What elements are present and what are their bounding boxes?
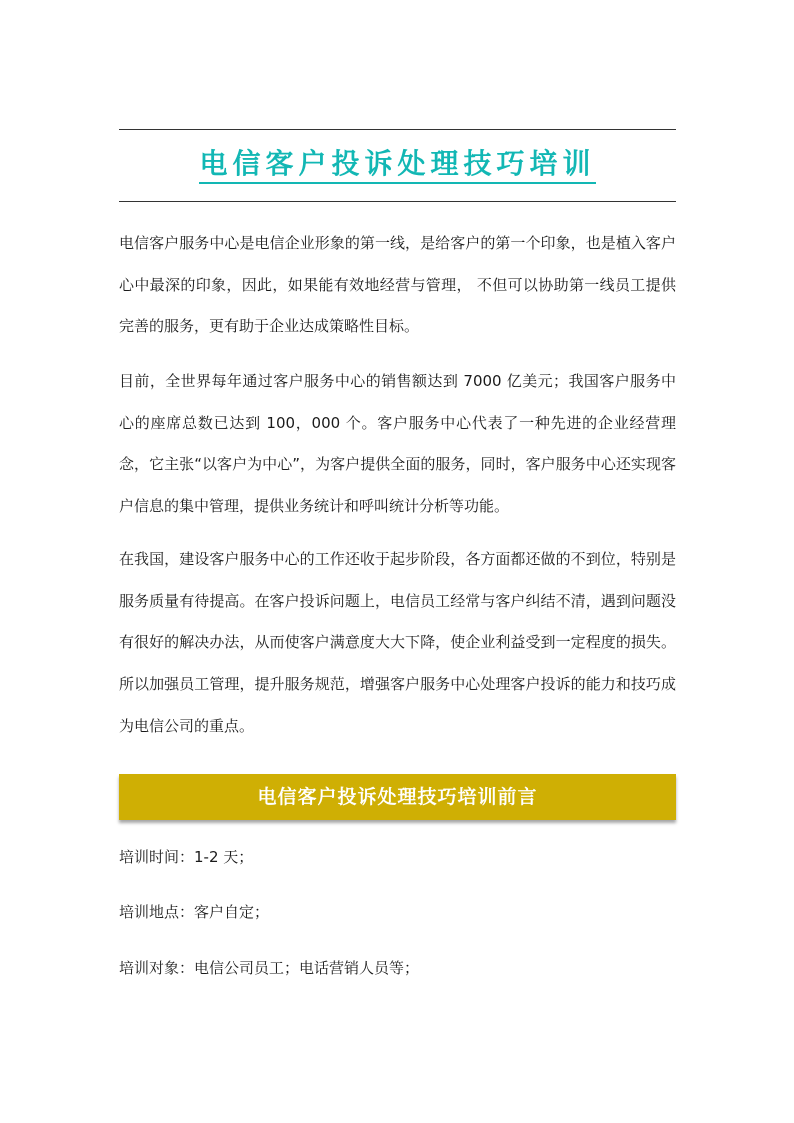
section-banner: 电信客户投诉处理技巧培训前言 [119,774,676,820]
problem-paragraph: 在我国，建设客户服务中心的工作还收于起步阶段，各方面都还做的不到位，特别是服务质量有待提高。在客户投诉问题上，电信员工经常与客户纠结不清，遇到问题没有很好的解决办法，从而使客户满意度大大下降，使企业利益受到一定程度的损失。所以加强员工管理，提升服务规范，增强客户服务中心处理客户投诉的能力和技巧成为电信公司的重点。 [119,550,676,735]
document-title-wrap [119,142,676,186]
training-location: 培训地点：客户自定； [119,903,270,921]
training-audience: 培训对象：电信公司员工；电话营销人员等； [119,959,420,977]
bottom-divider [119,201,676,202]
intro-paragraph: 电信客户服务中心是电信企业形象的第一线，是给客户的第一个印象，也是植入客户心中最深的印象，因此，如果能有效地经营与管理， 不但可以协助第一线员工提供完善的服务，更有助于企业达成策略性目标。 [119,234,676,336]
top-divider [119,129,676,130]
training-time: 培训时间：1-2 天； [119,848,254,866]
document-title: 电信客户投诉处理技巧培训 [199,147,595,184]
market-paragraph: 目前，全世界每年通过客户服务中心的销售额达到 7000 亿美元；我国客户服务中心的座席总数已达到 100，000 个。客户服务中心代表了一种先进的企业经营理念，它主张“以客户为中心”，为客户提供全面的服务，同时，客户服务中心还实现客户信息的集中管理，提供业务统计和呼叫统计分析等功能。 [119,372,676,516]
